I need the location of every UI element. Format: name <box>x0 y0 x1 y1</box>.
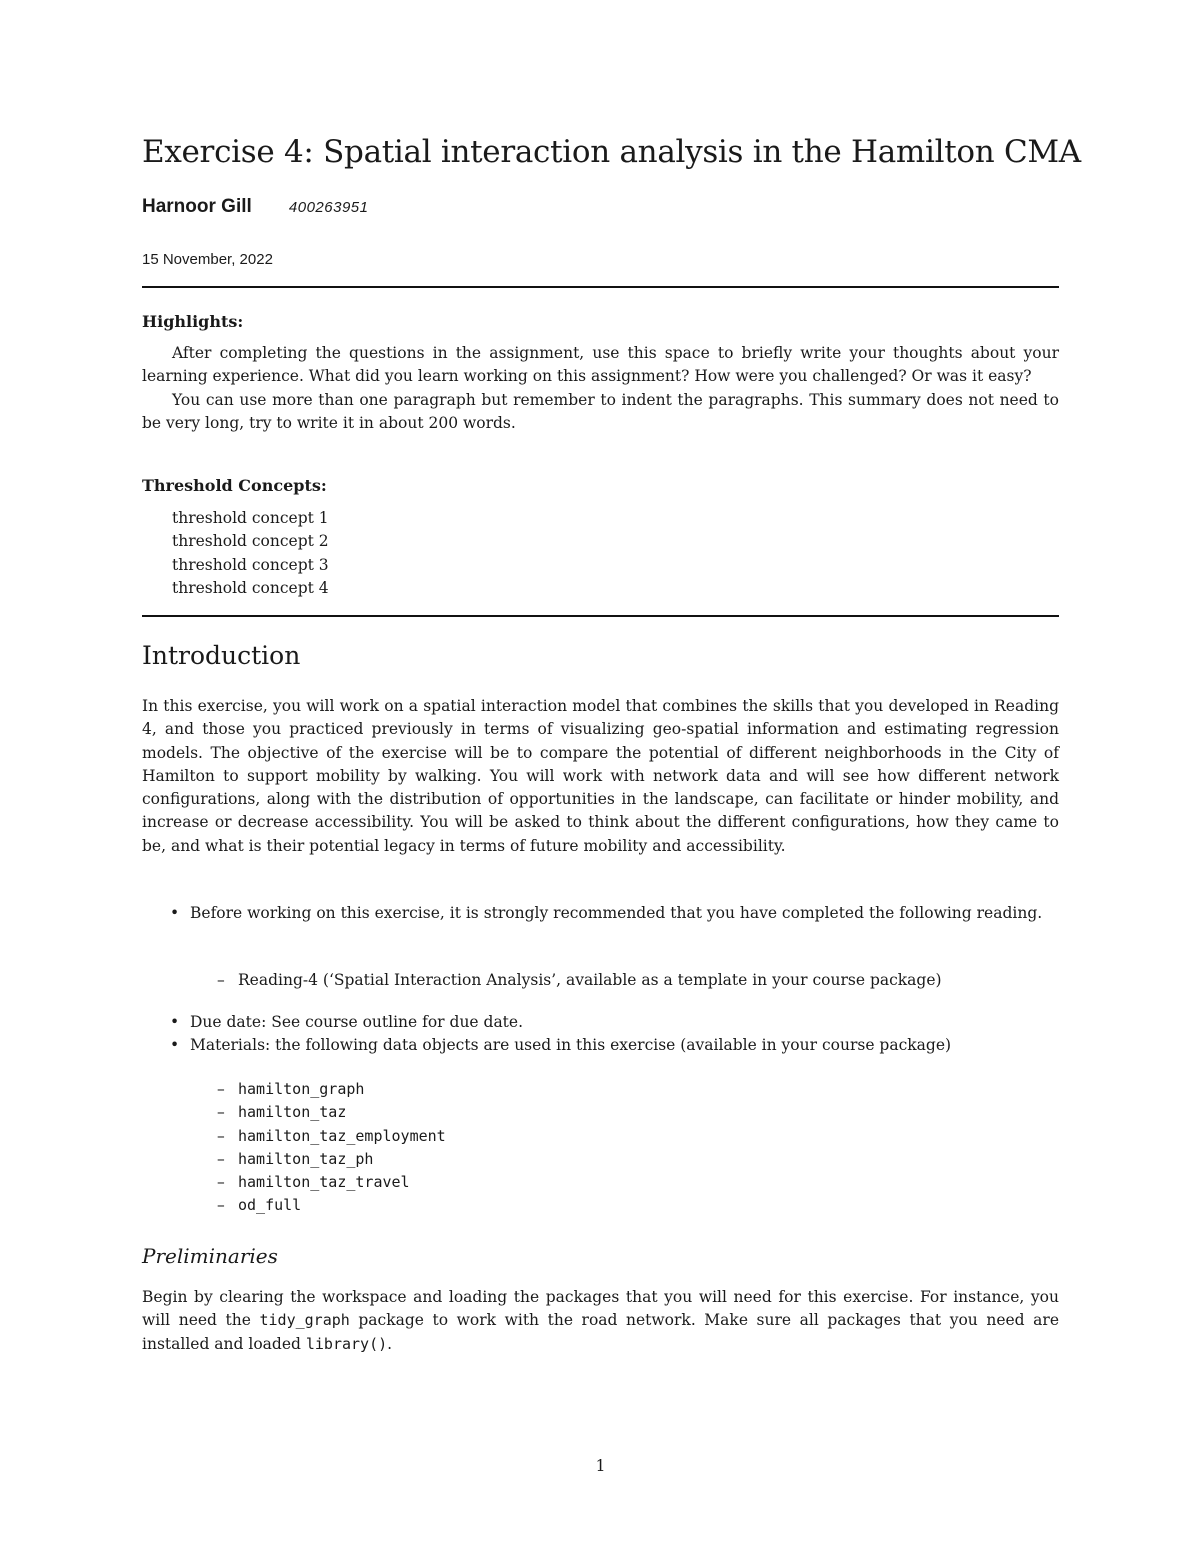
list-item <box>142 1034 1059 1057</box>
introduction-heading: Introduction <box>142 641 301 670</box>
material-name: hamilton_taz_employment <box>238 1126 446 1145</box>
preliminaries-heading: Preliminaries <box>142 1244 278 1268</box>
materials-text: Materials: the following data objects are used in this exercise (available in your course package) <box>190 1036 952 1055</box>
preliminaries-paragraph <box>142 1286 1059 1356</box>
reading-bullet-list <box>142 902 1059 925</box>
reading-sublist <box>142 969 1059 992</box>
list-item <box>142 902 1059 925</box>
material-name: hamilton_taz_ph <box>238 1149 374 1168</box>
preliminaries-text: package to work with the road network. Make sure all packages that you need are installed and loaded <box>142 1311 1059 1353</box>
threshold-concepts-list <box>172 507 329 600</box>
materials-list <box>142 1078 1059 1218</box>
list-item: – Reading-4 (‘Spatial Interaction Analysis’, available as a template in your course package) <box>142 969 1059 992</box>
code-tidy-graph: tidy_graph <box>259 1311 350 1330</box>
highlights-text <box>142 342 1059 435</box>
due-date-text: Due date: See course outline for due date. <box>190 1013 524 1031</box>
document-date: 15 November, 2022 <box>142 251 273 268</box>
list-item <box>142 1171 1059 1194</box>
material-name: hamilton_taz_travel <box>238 1173 410 1192</box>
preliminaries-text: Begin by clearing the workspace and loading the packages that you will need for this exercise. For instance, you will need the <box>142 1288 1059 1330</box>
author-line <box>142 196 368 218</box>
threshold-concepts-label: Threshold Concepts: <box>142 476 327 495</box>
threshold-concept-item: threshold concept 1 <box>172 509 329 527</box>
author-name: Harnoor Gill <box>142 196 252 217</box>
list-item <box>142 1011 1059 1034</box>
list-item <box>142 1101 1059 1124</box>
preliminaries-text: . <box>387 1334 393 1353</box>
highlights-paragraph: You can use more than one paragraph but remember to indent the paragraphs. This summary does not need to be very long, try to write it in about 200 words. <box>142 390 1059 432</box>
material-name: hamilton_graph <box>238 1080 365 1098</box>
highlights-paragraph: After completing the questions in the assignment, use this space to briefly write your thoughts about your learning experience. What did you learn working on this assignment? How were you challenged? Or was it easy? <box>142 344 1059 386</box>
threshold-concept-item: threshold concept 3 <box>172 555 329 574</box>
code-library: library() <box>305 1334 388 1353</box>
threshold-concept-item: threshold concept 2 <box>172 532 329 551</box>
bottom-divider <box>142 615 1059 617</box>
list-item <box>142 1078 1059 1101</box>
list-item <box>142 1125 1059 1148</box>
highlights-label: Highlights: <box>142 312 244 331</box>
info-bullet-list <box>142 1011 1059 1058</box>
bullet-text: Before working on this exercise, it is strongly recommended that you have completed the following reading. <box>190 904 1043 922</box>
list-item <box>142 1194 1059 1217</box>
top-divider <box>142 286 1059 288</box>
material-name: hamilton_taz <box>238 1103 347 1122</box>
page-number: 1 <box>595 1457 606 1475</box>
threshold-concept-item: threshold concept 4 <box>172 578 329 597</box>
page-title: Exercise 4: Spatial interaction analysis in the Hamilton CMA <box>142 134 1081 170</box>
introduction-paragraph: In this exercise, you will work on a spatial interaction model that combines the skills that you developed in Reading 4, and those you practiced previously in terms of visualizing geo-spatial information and estimating regression models. The objective of the exercise will be to compare the potential of different neighborhoods in the City of Hamilton to support mobility by walking. You will work with network data and will see how different network configurations, along with the distribution of opportunities in the landscape, can facilitate or hinder mobility, and increase or decrease accessibility. You will be asked to think about the different configurations, how they came to be, and what is their potential legacy in terms of future mobility and accessibility. <box>142 697 1059 855</box>
author-id: 400263951 <box>288 199 369 216</box>
material-name: od_full <box>238 1196 302 1215</box>
list-item <box>142 1148 1059 1171</box>
